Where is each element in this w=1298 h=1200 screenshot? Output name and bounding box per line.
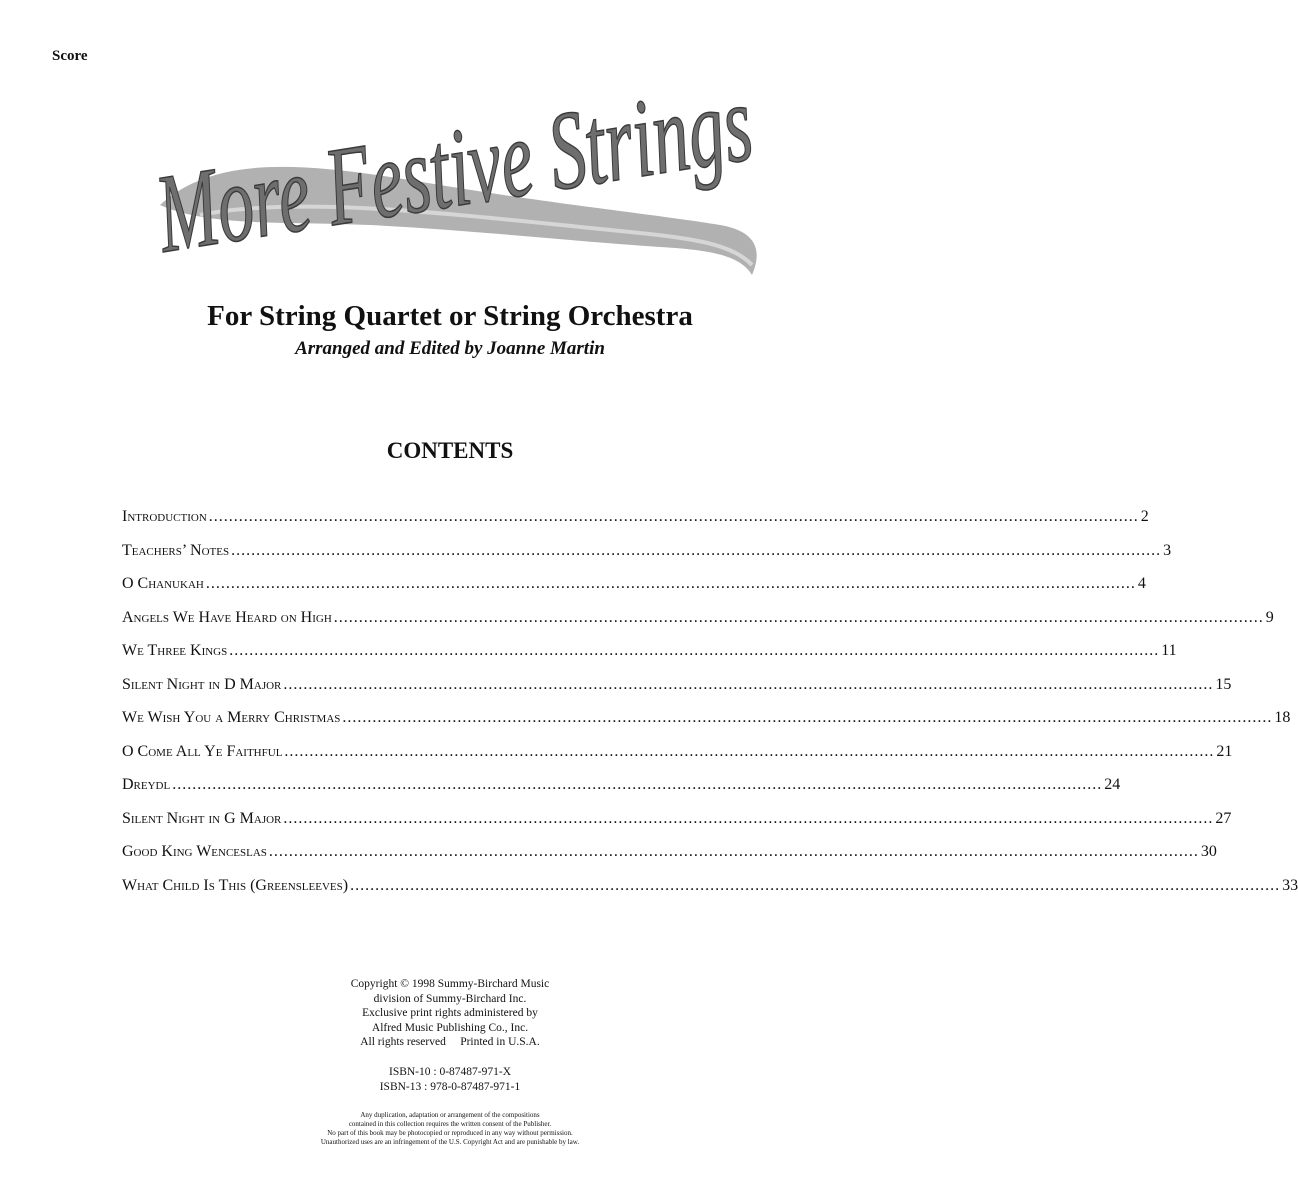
toc-entry <box>122 742 1233 777</box>
contents-heading: CONTENTS <box>386 438 514 463</box>
toc-page: 24 <box>1104 776 1121 793</box>
toc-title: Angels We Have Heard on High <box>122 608 332 626</box>
toc-leader <box>350 877 1280 895</box>
toc-leader <box>283 676 1213 694</box>
toc-page: 3 <box>1163 541 1172 559</box>
toc-leader <box>284 743 1214 761</box>
toc-entry <box>122 575 1146 609</box>
legal-line: Unauthorized uses are an infringement of the U.S. Copyright Act and are punishable by law. <box>320 1138 580 1146</box>
copyright-line: All rights reserved Printed in U.S.A. <box>360 1036 540 1048</box>
toc-entry <box>122 876 1298 911</box>
arranger-credit: Arranged and Edited by Joanne Martin <box>295 338 605 359</box>
toc-leader <box>334 609 1264 627</box>
toc-page: 15 <box>1215 675 1232 693</box>
toc-page: 33 <box>1282 876 1298 894</box>
subtitle: For String Quartet or String Orchestra <box>207 300 693 332</box>
toc-title: Silent Night in G Major <box>122 809 282 827</box>
toc-title: O Chanukah <box>122 575 204 592</box>
toc-title: Silent Night in D Major <box>122 675 282 693</box>
toc-entry <box>122 541 1172 576</box>
toc-title: Dreydl <box>122 776 171 793</box>
copyright-line: Alfred Music Publishing Co., Inc. <box>371 1021 529 1034</box>
toc-entry <box>122 642 1177 676</box>
toc-page: 4 <box>1137 575 1146 592</box>
title-logo-graphic <box>140 7 1092 295</box>
isbn-13: ISBN-13 : 978-0-87487-971-1 <box>379 1080 521 1093</box>
toc-entry <box>122 809 1232 844</box>
copyright-line: Copyright © 1998 Summy-Birchard Music <box>350 978 550 990</box>
toc-leader <box>269 843 1199 861</box>
toc-page: 18 <box>1274 709 1291 726</box>
toc-page: 27 <box>1215 809 1232 827</box>
toc-page: 2 <box>1140 508 1149 525</box>
toc-entry <box>122 508 1149 542</box>
toc-page: 21 <box>1216 742 1233 760</box>
toc-title: What Child Is This (Greensleeves) <box>122 876 349 894</box>
toc-leader <box>229 642 1159 660</box>
toc-entry <box>122 843 1217 877</box>
toc-leader <box>209 508 1139 526</box>
toc-entry <box>122 776 1121 810</box>
copyright-line: Exclusive print rights administered by <box>362 1007 538 1019</box>
toc-page: 30 <box>1200 843 1217 860</box>
copyright-block <box>0 977 900 1050</box>
toc-leader <box>206 575 1136 593</box>
toc-title: Introduction <box>122 508 207 525</box>
isbn-block <box>0 1065 900 1094</box>
toc-entry <box>122 675 1232 710</box>
score-label: Score <box>52 48 88 64</box>
toc-title: We Three Kings <box>122 642 228 659</box>
legal-line: No part of this book may be photocopied or reproduced in any way without permission. <box>327 1129 573 1137</box>
toc-entry <box>122 709 1291 743</box>
title-logo <box>140 7 1092 295</box>
toc-title: O Come All Ye Faithful <box>122 742 283 760</box>
toc-leader <box>231 542 1161 560</box>
copyright-line: division of Summy-Birchard Inc. <box>373 992 527 1005</box>
isbn-10: ISBN-10 : 0-87487-971-X <box>388 1066 512 1078</box>
toc-title: We Wish You a Merry Christmas <box>122 709 341 726</box>
toc-leader <box>283 810 1213 828</box>
toc-title: Good King Wenceslas <box>122 843 267 860</box>
toc-leader <box>342 709 1272 727</box>
toc-leader <box>172 776 1102 794</box>
legal-line: contained in this collection requires the written consent of the Publisher. <box>348 1120 552 1128</box>
toc-page: 9 <box>1265 608 1274 626</box>
toc-title: Teachers’ Notes <box>122 541 230 559</box>
legal-line: Any duplication, adaptation or arrangement of the compositions <box>360 1111 540 1119</box>
table-of-contents <box>122 508 1298 910</box>
toc-entry <box>122 608 1274 643</box>
legal-notice <box>0 1111 900 1147</box>
toc-page: 11 <box>1161 642 1177 659</box>
logo-text: More Festive Strings <box>148 7 1092 277</box>
